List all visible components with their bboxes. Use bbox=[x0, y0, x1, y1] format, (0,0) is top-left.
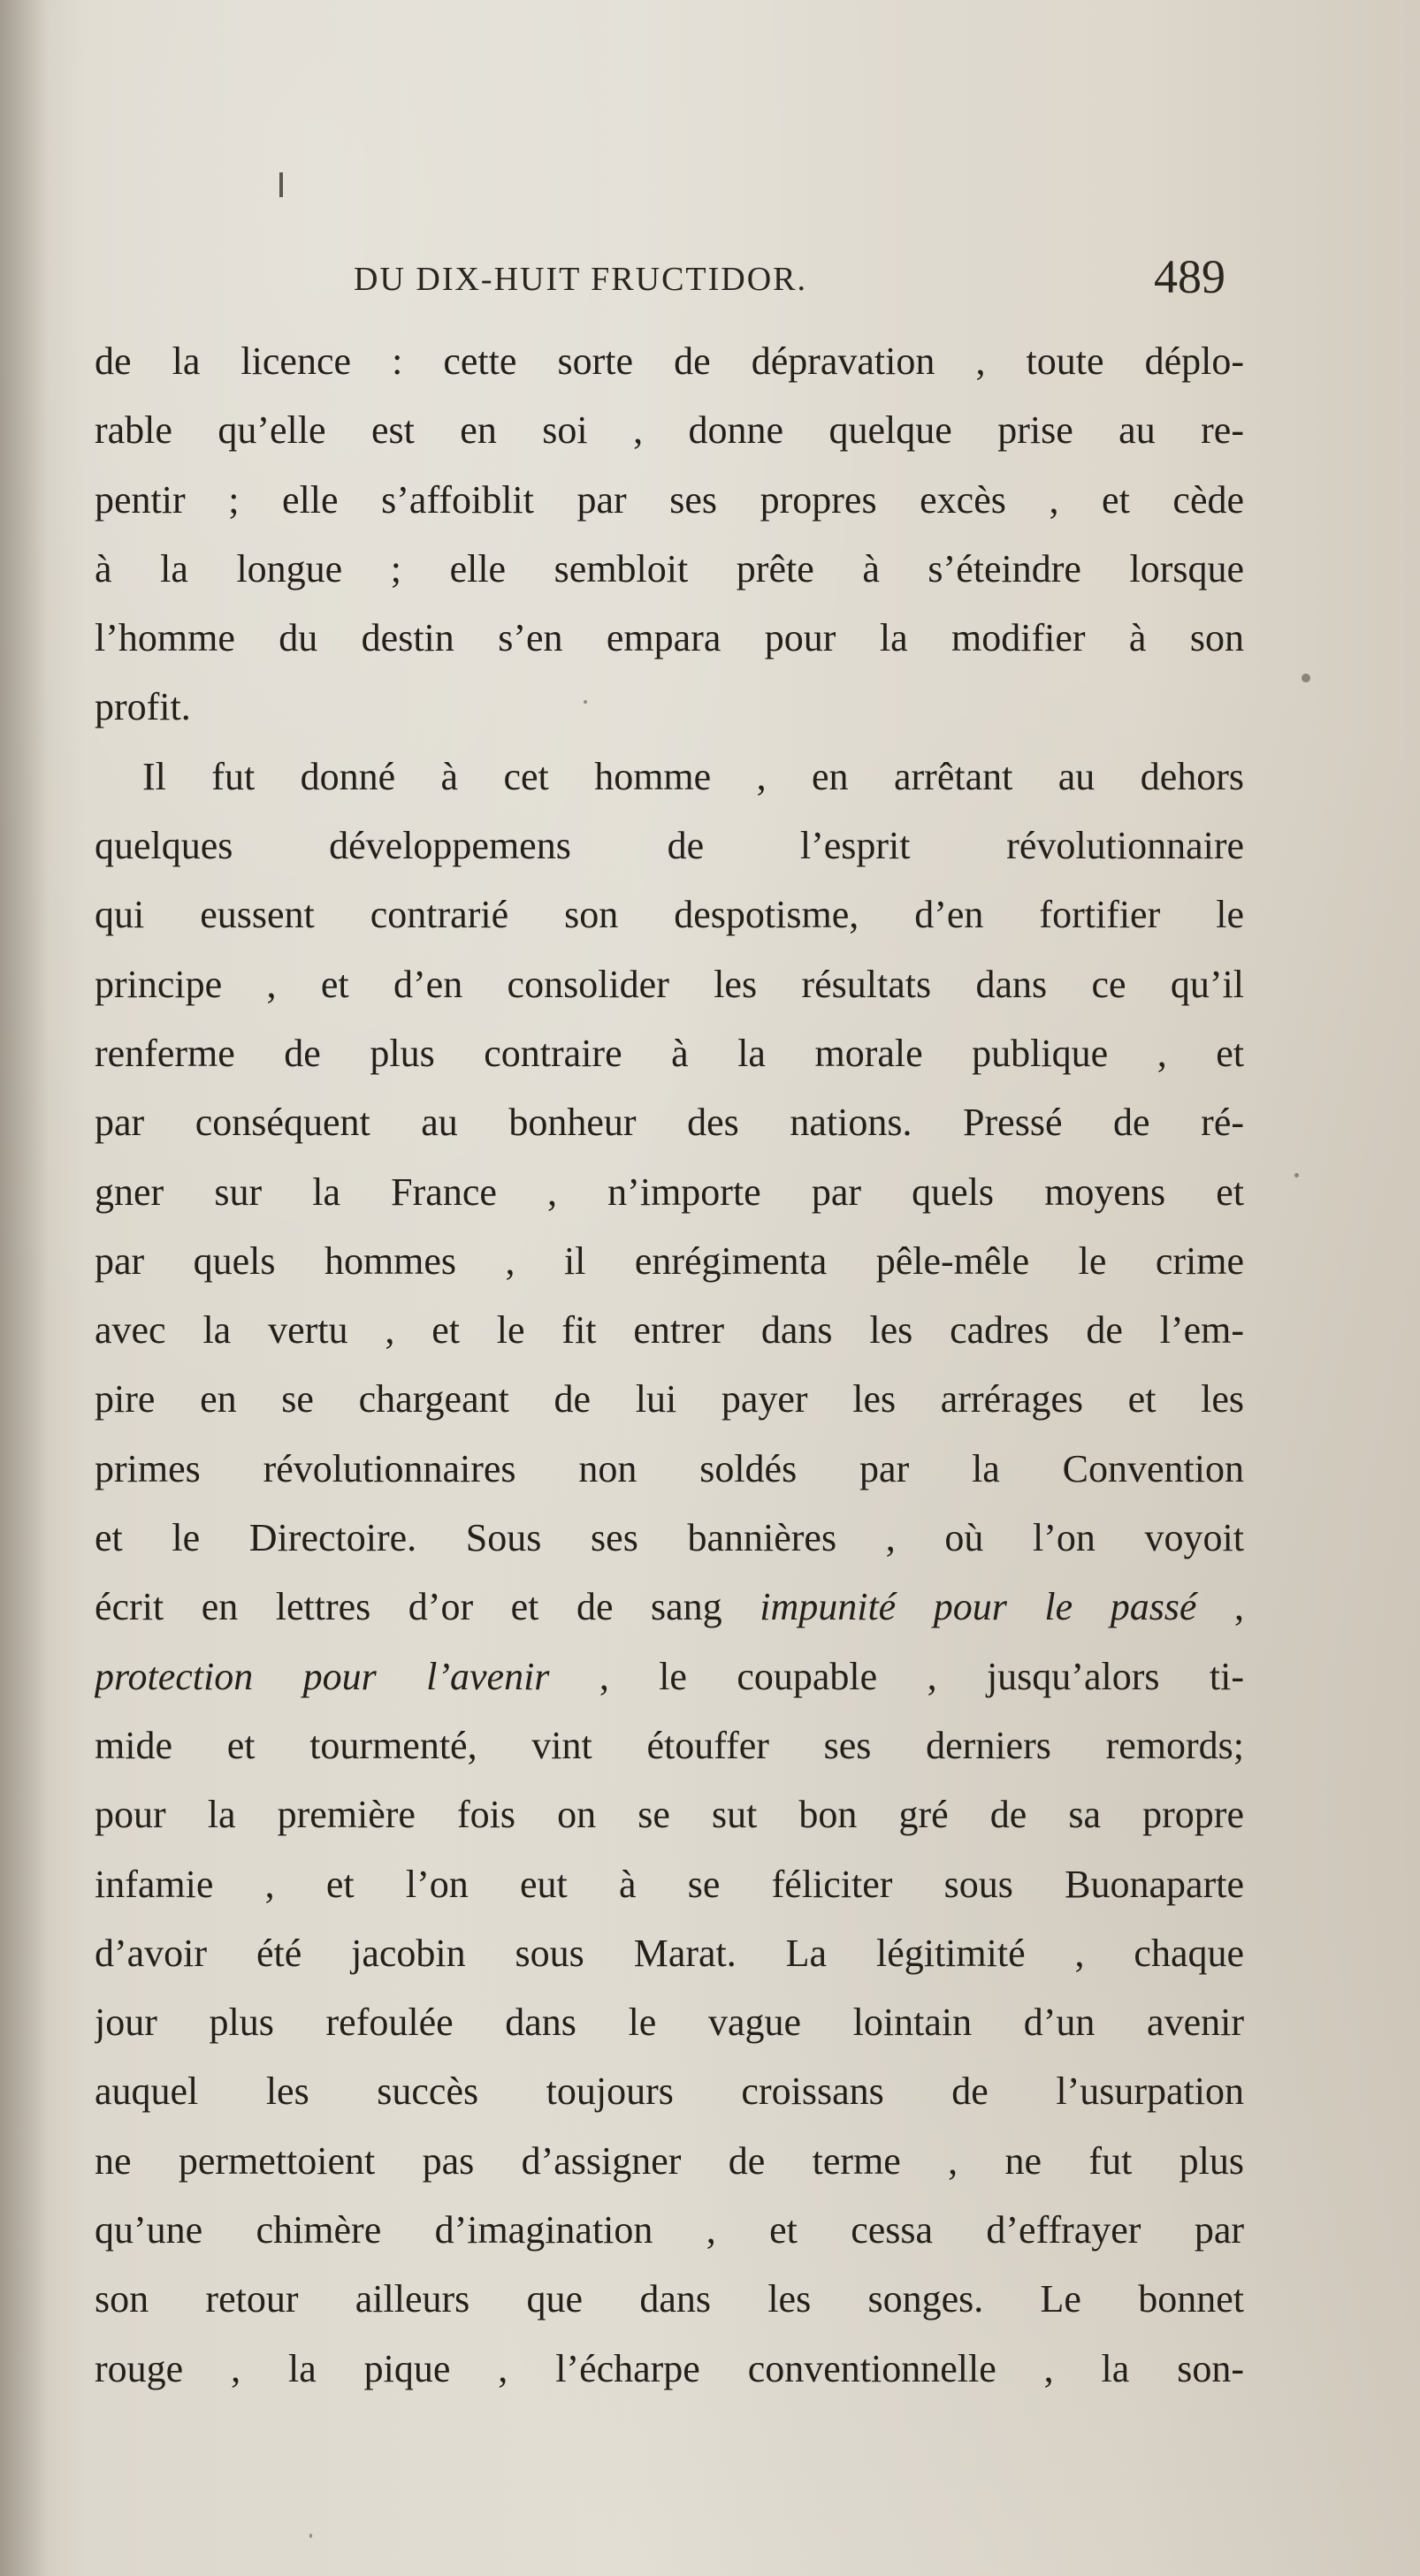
text-line: ne permettoient pas d’assigner de terme , ne fut plus bbox=[95, 2138, 1244, 2183]
line-text-after-italic: , le coupable , jusqu’alors ti- bbox=[549, 1654, 1244, 1698]
text-line: qu’une chimère d’imagination , et cessa d’effrayer par bbox=[95, 2208, 1244, 2252]
text-line: primes révolutionnaires non soldés par la Convention bbox=[95, 1446, 1244, 1490]
text-line: de la licence : cette sorte de dépravation , toute déplo- bbox=[95, 339, 1244, 383]
text-line: à la longue ; elle sembloit prête à s’éteindre lorsque bbox=[95, 546, 1244, 591]
paragraph-start-line: Il fut donné à cet homme , en arrêtant au dehors bbox=[142, 754, 1244, 798]
text-line-with-italic-motto bbox=[95, 1642, 1244, 1711]
paper-speck bbox=[1302, 674, 1310, 682]
page-number: 489 bbox=[1154, 250, 1225, 303]
text-line: pire en se chargeant de lui payer les arrérages et les bbox=[95, 1377, 1244, 1421]
text-line: par conséquent au bonheur des nations. Pressé de ré- bbox=[95, 1101, 1244, 1145]
italic-motto-protection: protection pour l’avenir bbox=[95, 1654, 550, 1698]
line-text-after-italic: , bbox=[1196, 1585, 1244, 1629]
text-line: quelques développemens de l’esprit révolutionnaire bbox=[95, 824, 1244, 868]
text-line: renferme de plus contraire à la morale publique , et bbox=[95, 1031, 1244, 1075]
text-line: par quels hommes , il enrégimenta pêle-mêle le crime bbox=[95, 1238, 1244, 1283]
text-line: qui eussent contrarié son despotisme, d’en fortifier le bbox=[95, 893, 1244, 937]
text-line: son retour ailleurs que dans les songes. Le bonnet bbox=[95, 2277, 1244, 2321]
text-line: avec la vertu , et le fit entrer dans les cadres de l’em- bbox=[95, 1308, 1244, 1353]
body-text bbox=[95, 327, 1244, 2404]
text-line: gner sur la France , n’importe par quels moyens et bbox=[95, 1170, 1244, 1214]
text-line: d’avoir été jacobin sous Marat. La légitimité , chaque bbox=[95, 1931, 1244, 1975]
text-line: et le Directoire. Sous ses bannières , où l’on voyoit bbox=[95, 1516, 1244, 1560]
italic-motto-impunite: impunité pour le passé bbox=[760, 1585, 1197, 1629]
text-line-with-italic-motto bbox=[95, 1573, 1244, 1642]
text-line: pentir ; elle s’affoiblit par ses propres excès , et cède bbox=[95, 477, 1244, 522]
top-margin-mark bbox=[279, 172, 283, 197]
text-line: pour la première fois on se sut bon gré de sa propre bbox=[95, 1793, 1244, 1837]
text-line: infamie , et l’on eut à se féliciter sous Buonaparte bbox=[95, 1862, 1244, 1906]
text-line: jour plus refoulée dans le vague lointain d’un avenir bbox=[95, 2001, 1244, 2045]
text-line: principe , et d’en consolider les résultats dans ce qu’il bbox=[95, 962, 1244, 1006]
text-line: rable qu’elle est en soi , donne quelque prise au re- bbox=[95, 408, 1244, 453]
paper-speck bbox=[1294, 1173, 1299, 1177]
text-line: rouge , la pique , l’écharpe conventionnelle , la son- bbox=[95, 2346, 1244, 2390]
paper-speck bbox=[309, 2534, 312, 2538]
page-gutter-shadow bbox=[0, 0, 49, 2576]
text-line: mide et tourmenté, vint étouffer ses derniers remords; bbox=[95, 1723, 1244, 1767]
page-header bbox=[0, 250, 1420, 324]
text-line: profit. bbox=[95, 685, 191, 729]
running-title: DU DIX-HUIT FRUCTIDOR. bbox=[354, 261, 808, 298]
text-line: auquel les succès toujours croissans de l’usurpation bbox=[95, 2069, 1244, 2114]
line-text-before-italic: écrit en lettres d’or et de sang bbox=[95, 1585, 760, 1629]
text-line: l’homme du destin s’en empara pour la modifier à son bbox=[95, 616, 1244, 660]
